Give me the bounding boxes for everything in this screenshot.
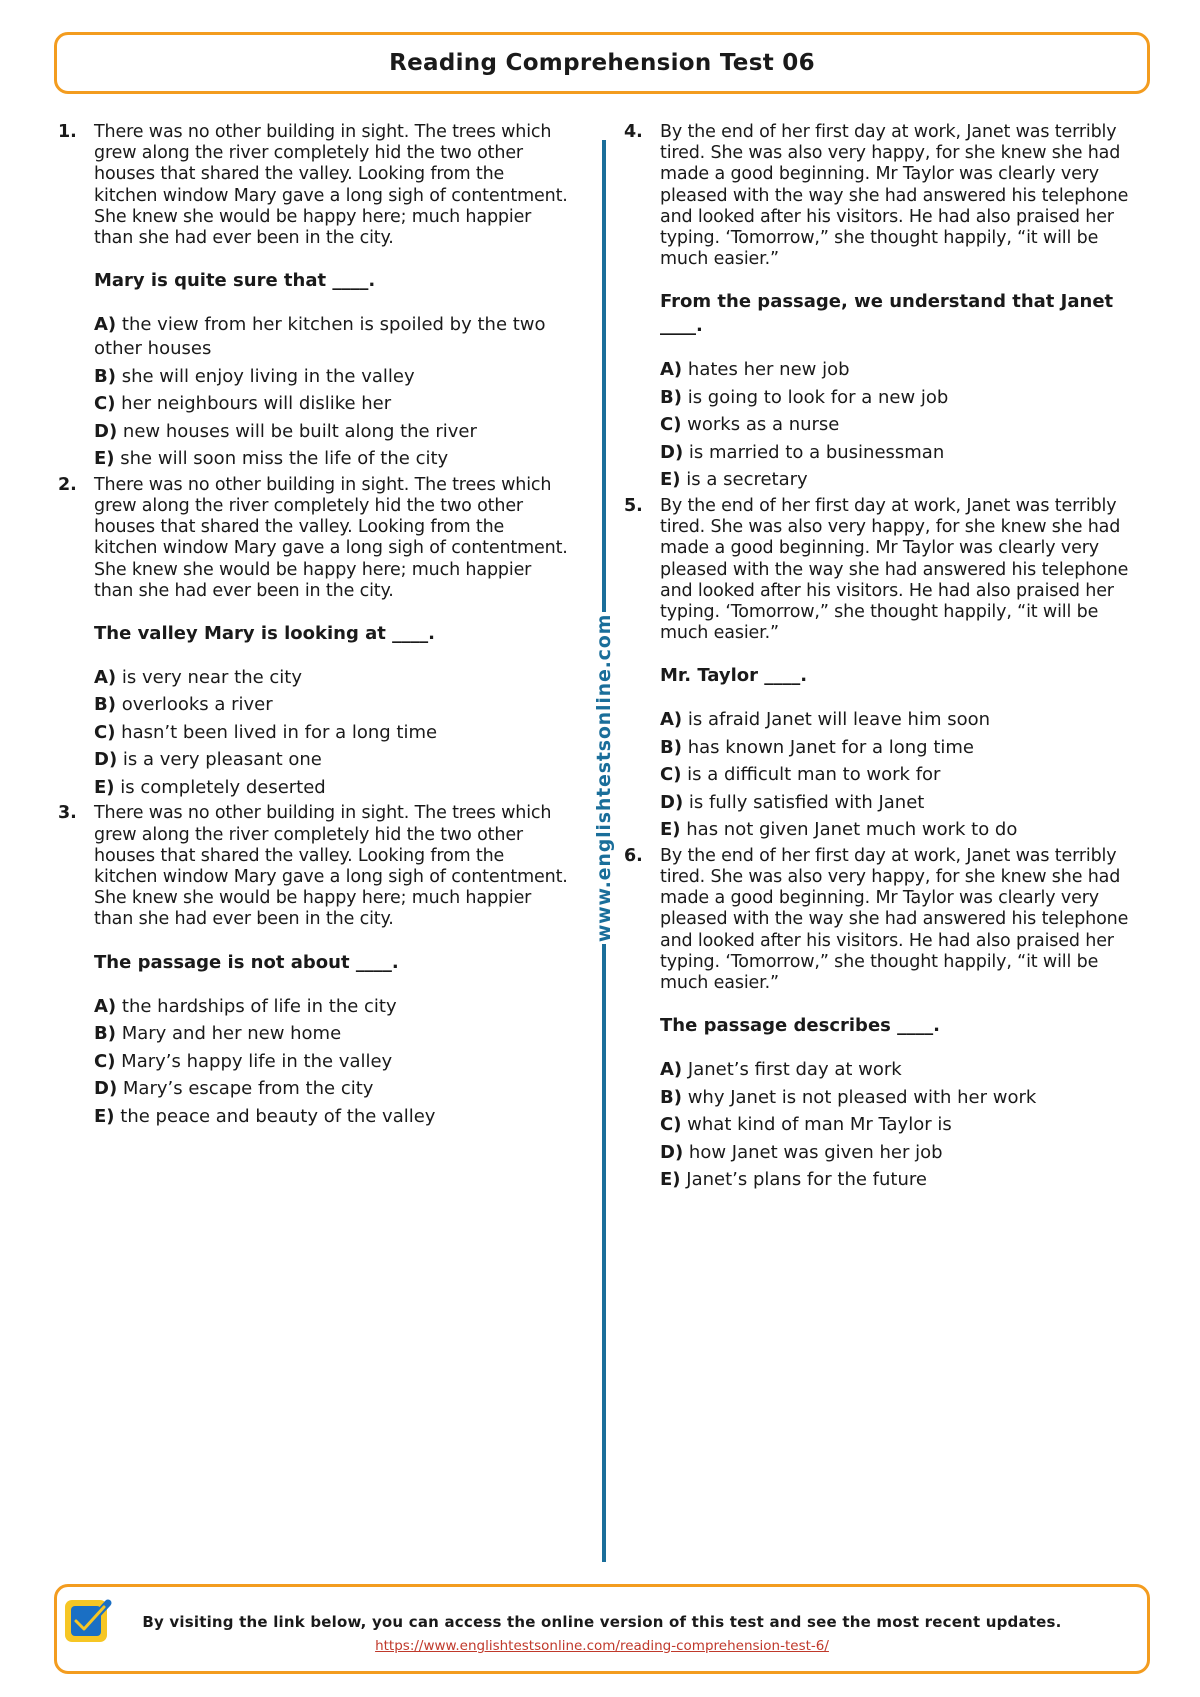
option-d[interactable] xyxy=(660,441,1134,465)
option-letter: B) xyxy=(660,1086,682,1108)
option-letter: B) xyxy=(660,386,682,408)
question-stem: The passage is not about ____. xyxy=(94,951,399,973)
option-text: the hardships of life in the city xyxy=(121,995,397,1017)
column-divider-bottom xyxy=(602,944,606,1562)
option-c[interactable] xyxy=(660,1113,1134,1137)
option-letter: A) xyxy=(94,666,117,688)
option-e[interactable] xyxy=(660,1168,1134,1192)
option-letter: A) xyxy=(94,314,117,336)
question-6 xyxy=(624,846,1134,1192)
option-text: is married to a businessman xyxy=(688,441,945,463)
option-e[interactable] xyxy=(94,1105,568,1129)
option-d[interactable] xyxy=(660,791,1134,815)
test-link[interactable]: https://www.englishtestsonline.com/reading-comprehension-test-6/ xyxy=(375,1638,829,1654)
option-e[interactable] xyxy=(660,818,1134,842)
option-a[interactable] xyxy=(94,666,568,690)
option-e[interactable] xyxy=(94,776,568,800)
option-d[interactable] xyxy=(94,748,568,772)
option-a[interactable] xyxy=(660,708,1134,732)
option-text: is very near the city xyxy=(121,666,303,688)
option-letter: D) xyxy=(94,420,118,442)
footer-text: By visiting the link below, you can access the online version of this test and see the most recent updates. xyxy=(142,1613,1062,1631)
option-text: is a very pleasant one xyxy=(122,749,322,771)
option-letter: A) xyxy=(660,359,683,381)
option-c[interactable] xyxy=(94,721,568,745)
option-text: the peace and beauty of the valley xyxy=(120,1105,436,1127)
passage-text: By the end of her first day at work, Janet was terribly tired. She was also very happy, for she knew she had made a good beginning. Mr Taylor was clearly very pleased with the way she had answered his telephone and looked after his visitors. He had also praised her typing. ‘Tomorrow,” she thought happily, “it will be much easier.” xyxy=(660,495,1129,644)
option-d[interactable] xyxy=(660,1141,1134,1165)
option-e[interactable] xyxy=(94,447,568,471)
option-letter: C) xyxy=(94,1050,116,1072)
question-stem: The passage describes ____. xyxy=(660,1015,940,1037)
option-b[interactable] xyxy=(94,365,568,389)
question-stem: Mary is quite sure that ____. xyxy=(94,270,376,292)
option-text: Mary and her new home xyxy=(121,1023,342,1045)
option-a[interactable] xyxy=(660,358,1134,382)
site-watermark: www.englishtestsonline.com xyxy=(593,613,615,943)
passage-text: By the end of her first day at work, Janet was terribly tired. She was also very happy, for she knew she had made a good beginning. Mr Taylor was clearly very pleased with the way she had answered his telephone and looked after his visitors. He had also praised her typing. ‘Tomorrow,” she thought happily, “it will be much easier.” xyxy=(660,845,1129,994)
option-c[interactable] xyxy=(94,1050,568,1074)
option-text: hasn’t been lived in for a long time xyxy=(121,721,438,743)
option-text: is a difficult man to work for xyxy=(687,764,941,786)
option-letter: C) xyxy=(94,721,116,743)
options-list xyxy=(660,358,1134,492)
question-stem: The valley Mary is looking at ____. xyxy=(94,622,435,644)
option-letter: B) xyxy=(94,1023,116,1045)
option-b[interactable] xyxy=(660,1086,1134,1110)
footer-box xyxy=(54,1584,1150,1674)
question-number: 3. xyxy=(58,803,77,824)
option-text: Mary’s happy life in the valley xyxy=(121,1050,393,1072)
option-letter: B) xyxy=(94,694,116,716)
question-number: 2. xyxy=(58,474,77,495)
option-c[interactable] xyxy=(94,392,568,416)
option-text: her neighbours will dislike her xyxy=(121,393,392,415)
question-number: 4. xyxy=(624,122,643,142)
option-text: hates her new job xyxy=(687,359,850,381)
question-2 xyxy=(58,475,568,800)
option-d[interactable] xyxy=(94,1077,568,1101)
question-number: 5. xyxy=(624,495,643,516)
option-letter: A) xyxy=(660,1059,683,1081)
passage-text: There was no other building in sight. The trees which grew along the river completely hid the two other houses that shared the valley. Looking from the kitchen window Mary gave a long sigh of contentment. She knew she would be happy here; much happier than she had ever been in the city. xyxy=(94,122,568,249)
option-text: she will enjoy living in the valley xyxy=(121,365,415,387)
option-text: why Janet is not pleased with her work xyxy=(687,1086,1037,1108)
question-5 xyxy=(624,496,1134,842)
option-letter: C) xyxy=(660,1114,682,1136)
question-number: 6. xyxy=(624,845,643,866)
option-letter: D) xyxy=(94,1078,118,1100)
option-letter: C) xyxy=(660,414,682,436)
title-box xyxy=(54,32,1150,94)
option-letter: B) xyxy=(94,365,116,387)
question-number: 1. xyxy=(58,122,77,142)
options-list xyxy=(94,313,568,471)
option-letter: E) xyxy=(94,1105,115,1127)
option-b[interactable] xyxy=(94,1022,568,1046)
option-text: works as a nurse xyxy=(687,414,840,436)
option-text: is completely deserted xyxy=(120,776,326,798)
option-text: has known Janet for a long time xyxy=(687,736,974,758)
option-letter: A) xyxy=(94,995,117,1017)
left-column xyxy=(58,122,568,1132)
option-text: is going to look for a new job xyxy=(687,386,949,408)
option-text: the view from her kitchen is spoiled by the two other houses xyxy=(94,314,546,360)
options-list xyxy=(94,666,568,800)
option-b[interactable] xyxy=(660,386,1134,410)
option-letter: C) xyxy=(94,393,116,415)
passage-text: There was no other building in sight. The trees which grew along the river completely hid the two other houses that shared the valley. Looking from the kitchen window Mary gave a long sigh of contentment. She knew she would be happy here; much happier than she had ever been in the city. xyxy=(94,474,568,601)
question-1 xyxy=(58,122,568,471)
option-text: Janet’s plans for the future xyxy=(686,1169,927,1191)
question-stem: Mr. Taylor ____. xyxy=(660,665,808,687)
option-letter: C) xyxy=(660,764,682,786)
option-b[interactable] xyxy=(660,736,1134,760)
option-letter: E) xyxy=(660,1169,681,1191)
option-letter: A) xyxy=(660,709,683,731)
option-text: has not given Janet much work to do xyxy=(686,819,1018,841)
option-letter: E) xyxy=(660,469,681,491)
passage-text: By the end of her first day at work, Janet was terribly tired. She was also very happy, for she knew she had made a good beginning. Mr Taylor was clearly very pleased with the way she had answered his telephone and looked after his visitors. He had also praised her typing. ‘Tomorrow,” she thought happily, “it will be much easier.” xyxy=(660,122,1129,270)
column-divider-top xyxy=(602,140,606,612)
option-letter: B) xyxy=(660,736,682,758)
right-column xyxy=(624,122,1134,1196)
option-letter: D) xyxy=(660,441,684,463)
options-list xyxy=(660,708,1134,842)
option-b[interactable] xyxy=(94,693,568,717)
option-a[interactable] xyxy=(94,313,568,361)
option-letter: D) xyxy=(94,749,118,771)
question-stem: From the passage, we understand that Janet ____. xyxy=(660,291,1114,337)
option-text: what kind of man Mr Taylor is xyxy=(687,1114,952,1136)
option-text: new houses will be built along the river xyxy=(122,420,477,442)
passage-text: There was no other building in sight. The trees which grew along the river completely hid the two other houses that shared the valley. Looking from the kitchen window Mary gave a long sigh of contentment. She knew she would be happy here; much happier than she had ever been in the city. xyxy=(94,803,568,930)
option-c[interactable] xyxy=(660,413,1134,437)
options-list xyxy=(660,1058,1134,1192)
option-letter: E) xyxy=(94,776,115,798)
question-3 xyxy=(58,803,568,1128)
option-a[interactable] xyxy=(660,1058,1134,1082)
option-e[interactable] xyxy=(660,468,1134,492)
page-title: Reading Comprehension Test 06 xyxy=(389,50,815,76)
option-text: she will soon miss the life of the city xyxy=(120,448,449,470)
option-text: Mary’s escape from the city xyxy=(122,1078,374,1100)
option-text: is fully satisfied with Janet xyxy=(688,791,925,813)
option-letter: E) xyxy=(94,448,115,470)
option-text: overlooks a river xyxy=(121,694,273,716)
option-text: is a secretary xyxy=(686,469,808,491)
option-c[interactable] xyxy=(660,763,1134,787)
question-4 xyxy=(624,122,1134,492)
options-list xyxy=(94,995,568,1129)
option-text: Janet’s first day at work xyxy=(687,1059,902,1081)
option-letter: D) xyxy=(660,1141,684,1163)
option-a[interactable] xyxy=(94,995,568,1019)
option-text: is afraid Janet will leave him soon xyxy=(687,709,991,731)
option-d[interactable] xyxy=(94,420,568,444)
option-text: how Janet was given her job xyxy=(688,1141,943,1163)
option-letter: E) xyxy=(660,819,681,841)
option-letter: D) xyxy=(660,791,684,813)
